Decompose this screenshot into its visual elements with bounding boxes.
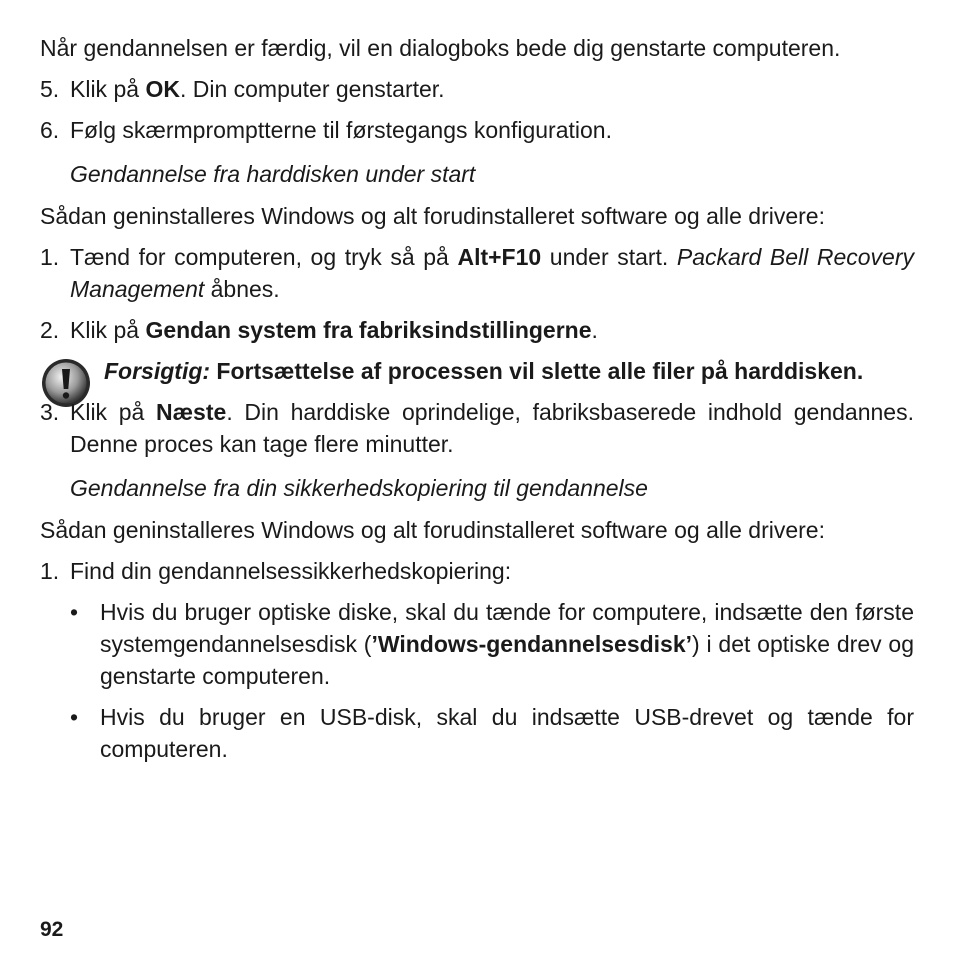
- app-name: Packard Bell Recovery Management: [70, 244, 914, 302]
- list-item: [40, 701, 914, 765]
- page-number: 92: [40, 918, 64, 941]
- step-number: 1.: [40, 244, 60, 270]
- step-text: åbnes.: [204, 276, 280, 302]
- step-text: Klik på: [70, 317, 146, 343]
- list-item: [40, 596, 914, 692]
- intro-paragraph: Når gendannelsen er færdig, vil en dialogboks bede dig genstarte computeren.: [40, 35, 841, 61]
- step-number: 3.: [40, 399, 60, 425]
- step-number: 1.: [40, 558, 60, 584]
- caution-label: Forsigtig:: [104, 358, 211, 384]
- caution-note: [40, 355, 914, 387]
- ok-term: OK: [145, 76, 180, 102]
- step-number: 6.: [40, 117, 60, 143]
- step-text: Klik på: [70, 399, 156, 425]
- section1-intro: Sådan geninstalleres Windows og alt forudinstalleret software og alle drivere:: [40, 203, 825, 229]
- step-text: Tænd for computeren, og tryk så på: [70, 244, 458, 270]
- step-number: 2.: [40, 317, 60, 343]
- document-page: [40, 32, 914, 774]
- section1-step-1: [40, 241, 914, 305]
- bullet-icon: •: [70, 599, 79, 625]
- key-combo: Alt+F10: [457, 244, 542, 270]
- step-text: Følg skærmpromptterne til førstegangs konfiguration.: [70, 117, 612, 143]
- section1-step-2: [40, 314, 914, 346]
- caution-message: Fortsættelse af processen vil slette alle filer på harddisken.: [210, 358, 864, 384]
- step-text: . Din computer genstarter.: [179, 76, 445, 102]
- step-text: under start.: [541, 244, 677, 270]
- step-text: . Din harddiske oprindelige, fabriksbaserede indhold gendannes. Denne proces kan tage flere minutter.: [70, 399, 914, 457]
- section-heading-harddisk: Gendannelse fra harddisken under start: [70, 161, 476, 187]
- step-text: Find din gendannelsessikkerhedskopiering:: [70, 558, 512, 584]
- next-term: Næste: [156, 399, 227, 425]
- caution-text: [104, 355, 914, 387]
- bullet-text: ) i det optiske drev og genstarte computeren.: [100, 631, 914, 689]
- section2-step-1: [40, 555, 914, 587]
- bullet-icon: •: [70, 704, 79, 730]
- step-text: .: [591, 317, 598, 343]
- section2-intro: Sådan geninstalleres Windows og alt forudinstalleret software og alle drivere:: [40, 517, 825, 543]
- step-text: Klik på: [70, 76, 146, 102]
- step-number: 5.: [40, 76, 60, 102]
- bullet-text: Hvis du bruger optiske diske, skal du tænde for computere, indsætte den første systemgendannelsesdisk (: [100, 599, 914, 657]
- step-6: [40, 114, 914, 146]
- section-heading-backup: Gendannelse fra din sikkerhedskopiering til gendannelse: [70, 475, 648, 501]
- option-name: Gendan system fra fabriksindstillingerne: [145, 317, 592, 343]
- bullet-text: Hvis du bruger en USB-disk, skal du indsætte USB-drevet og tænde for computeren.: [100, 704, 914, 762]
- step-5: [40, 73, 914, 105]
- disk-name: ’Windows-gendannelsesdisk’: [371, 631, 693, 657]
- section1-step-3: [40, 396, 914, 460]
